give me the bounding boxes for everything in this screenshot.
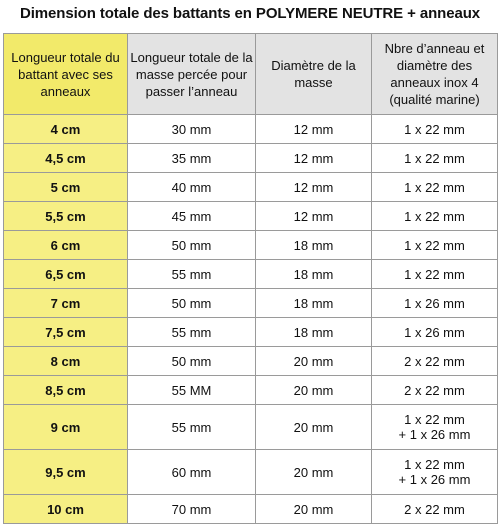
rings-line: + 1 x 26 mm bbox=[398, 472, 471, 487]
table-row bbox=[4, 231, 498, 260]
cell-rings bbox=[372, 289, 498, 318]
rings-line: 1 x 22 mm bbox=[404, 179, 465, 195]
rings-line: 1 x 22 mm bbox=[404, 208, 465, 224]
rings-line: 1 x 22 mm bbox=[404, 121, 465, 137]
rings-line: 1 x 26 mm bbox=[404, 295, 465, 311]
cell-mass-length: 35 mm bbox=[128, 144, 256, 173]
cell-mass-diameter: 12 mm bbox=[256, 202, 372, 231]
rings-line: 2 x 22 mm bbox=[404, 501, 465, 517]
rings-line: 2 x 22 mm bbox=[404, 382, 465, 398]
table-row bbox=[4, 144, 498, 173]
page-title: Dimension totale des battants en POLYMERE NEUTRE + anneaux bbox=[20, 5, 480, 22]
table-row bbox=[4, 289, 498, 318]
table-row bbox=[4, 347, 498, 376]
cell-rings bbox=[372, 260, 498, 289]
cell-mass-length: 55 MM bbox=[128, 376, 256, 405]
cell-mass-length: 50 mm bbox=[128, 289, 256, 318]
cell-total-length: 6 cm bbox=[4, 231, 128, 260]
rings-line: 1 x 22 mm bbox=[404, 412, 465, 427]
rings-line: 1 x 22 mm bbox=[404, 457, 465, 472]
cell-mass-diameter: 12 mm bbox=[256, 115, 372, 144]
cell-total-length: 4,5 cm bbox=[4, 144, 128, 173]
rings-line: 2 x 22 mm bbox=[404, 353, 465, 369]
cell-mass-diameter: 12 mm bbox=[256, 173, 372, 202]
table-row bbox=[4, 173, 498, 202]
cell-mass-length: 70 mm bbox=[128, 495, 256, 524]
cell-mass-diameter: 20 mm bbox=[256, 495, 372, 524]
cell-mass-diameter: 18 mm bbox=[256, 231, 372, 260]
cell-mass-diameter: 18 mm bbox=[256, 289, 372, 318]
cell-total-length: 7,5 cm bbox=[4, 318, 128, 347]
table-row bbox=[4, 450, 498, 495]
cell-rings bbox=[372, 231, 498, 260]
cell-rings bbox=[372, 376, 498, 405]
rings-line: 1 x 22 mm bbox=[404, 150, 465, 166]
cell-mass-length: 55 mm bbox=[128, 260, 256, 289]
cell-total-length: 7 cm bbox=[4, 289, 128, 318]
cell-mass-diameter: 20 mm bbox=[256, 450, 372, 495]
cell-mass-length: 30 mm bbox=[128, 115, 256, 144]
cell-mass-length: 55 mm bbox=[128, 405, 256, 450]
table-row bbox=[4, 376, 498, 405]
cell-total-length: 9,5 cm bbox=[4, 450, 128, 495]
table-body bbox=[4, 115, 498, 524]
cell-rings bbox=[372, 318, 498, 347]
header-mass-diameter: Diamètre de la masse bbox=[256, 34, 372, 115]
cell-mass-diameter: 18 mm bbox=[256, 260, 372, 289]
header-mass-length: Longueur totale de la masse percée pour passer l’anneau bbox=[128, 34, 256, 115]
table-row bbox=[4, 260, 498, 289]
cell-rings bbox=[372, 495, 498, 524]
cell-rings bbox=[372, 173, 498, 202]
cell-rings bbox=[372, 115, 498, 144]
cell-mass-length: 40 mm bbox=[128, 173, 256, 202]
rings-line: 1 x 22 mm bbox=[404, 266, 465, 282]
table-row bbox=[4, 405, 498, 450]
cell-total-length: 5,5 cm bbox=[4, 202, 128, 231]
cell-mass-length: 55 mm bbox=[128, 318, 256, 347]
cell-mass-length: 50 mm bbox=[128, 347, 256, 376]
rings-line: + 1 x 26 mm bbox=[398, 427, 471, 442]
cell-mass-length: 50 mm bbox=[128, 231, 256, 260]
rings-line: 1 x 22 mm bbox=[404, 237, 465, 253]
cell-total-length: 9 cm bbox=[4, 405, 128, 450]
cell-rings bbox=[372, 347, 498, 376]
cell-total-length: 10 cm bbox=[4, 495, 128, 524]
cell-mass-diameter: 18 mm bbox=[256, 318, 372, 347]
rings-line: 1 x 26 mm bbox=[404, 324, 465, 340]
cell-total-length: 5 cm bbox=[4, 173, 128, 202]
cell-rings bbox=[372, 405, 498, 450]
cell-rings bbox=[372, 202, 498, 231]
cell-total-length: 4 cm bbox=[4, 115, 128, 144]
table-row bbox=[4, 495, 498, 524]
cell-mass-diameter: 20 mm bbox=[256, 347, 372, 376]
cell-mass-length: 60 mm bbox=[128, 450, 256, 495]
cell-mass-diameter: 20 mm bbox=[256, 405, 372, 450]
cell-rings bbox=[372, 450, 498, 495]
header-total-length: Longueur totale du battant avec ses anneaux bbox=[4, 34, 128, 115]
cell-total-length: 6,5 cm bbox=[4, 260, 128, 289]
table-row bbox=[4, 115, 498, 144]
cell-rings bbox=[372, 144, 498, 173]
table-header-row bbox=[4, 34, 498, 115]
cell-mass-length: 45 mm bbox=[128, 202, 256, 231]
table-row bbox=[4, 202, 498, 231]
table-row bbox=[4, 318, 498, 347]
dimensions-table bbox=[3, 33, 498, 524]
cell-total-length: 8 cm bbox=[4, 347, 128, 376]
cell-mass-diameter: 20 mm bbox=[256, 376, 372, 405]
cell-mass-diameter: 12 mm bbox=[256, 144, 372, 173]
header-rings: Nbre d’anneau et diamètre des anneaux inox 4 (qualité marine) bbox=[372, 34, 498, 115]
cell-total-length: 8,5 cm bbox=[4, 376, 128, 405]
